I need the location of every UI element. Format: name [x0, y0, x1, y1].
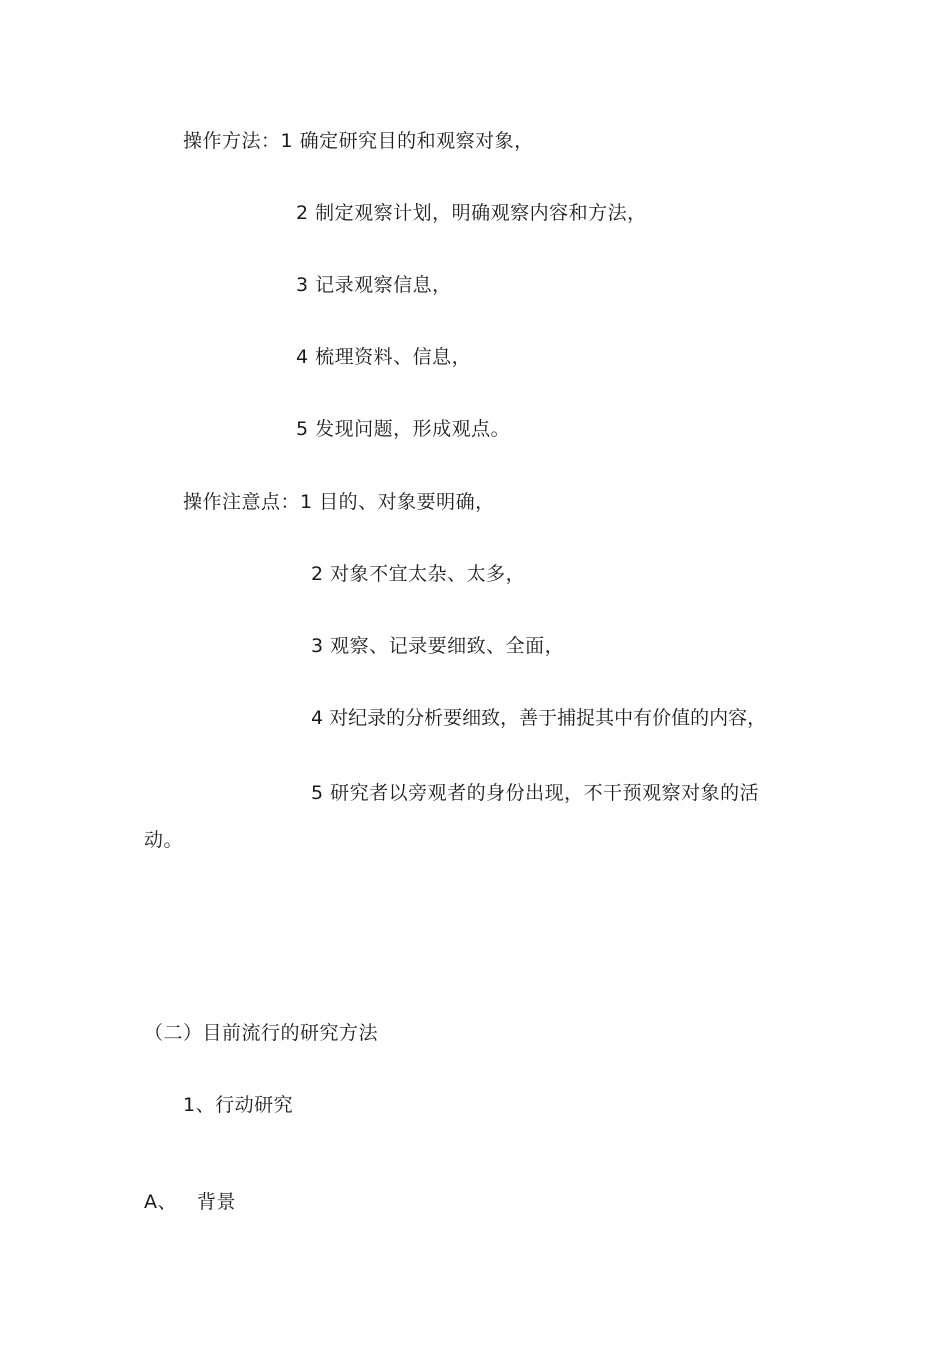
- section-title: [144, 1024, 378, 1043]
- method-item-2-text: 制定观察计划，明确观察内容和方法，: [315, 202, 647, 224]
- notes-item-5-continuation: 动。: [144, 829, 184, 851]
- section-subtitle-text: 、行动研究: [195, 1094, 294, 1116]
- heading-text: 背景: [197, 1191, 237, 1213]
- notes-line-1: [183, 493, 495, 512]
- method-item-3-text: 记录观察信息，: [315, 274, 452, 296]
- method-item-1-text: 确定研究目的和观察对象，: [299, 130, 534, 152]
- method-line-5: [296, 420, 510, 439]
- notes-line-4: [311, 709, 766, 728]
- notes-item-2-text: 对象不宜太杂、太多，: [330, 563, 526, 585]
- notes-line-5-continuation: [144, 831, 183, 850]
- notes-label: 操作注意点：: [183, 491, 301, 513]
- section-subtitle: [183, 1096, 293, 1115]
- method-item-2-num: 2: [296, 202, 309, 224]
- section-subtitle-num: 1: [183, 1094, 196, 1116]
- notes-item-5-num: 5: [311, 782, 324, 804]
- heading-separator: 、: [157, 1191, 178, 1213]
- notes-item-1-num: 1: [300, 491, 313, 513]
- notes-item-5-text: 研究者以旁观者的身份出现，不干预观察对象的活: [330, 782, 760, 804]
- method-line-3: [296, 276, 452, 295]
- method-item-3-num: 3: [296, 274, 309, 296]
- notes-item-4-num: 4: [311, 707, 324, 729]
- notes-line-3: [311, 637, 564, 656]
- notes-item-3-text: 观察、记录要细致、全面，: [330, 635, 565, 657]
- notes-item-2-num: 2: [311, 563, 324, 585]
- method-item-5-num: 5: [296, 418, 309, 440]
- method-item-5-text: 发现问题，形成观点。: [315, 418, 511, 440]
- notes-item-1-text: 目的、对象要明确，: [319, 491, 495, 513]
- method-item-4-text: 梳理资料、信息，: [315, 346, 472, 368]
- method-label: 操作方法：: [183, 130, 281, 152]
- heading-letter: A: [144, 1191, 158, 1213]
- notes-line-2: [311, 565, 525, 584]
- method-line-4: [296, 348, 471, 367]
- notes-line-5: [311, 784, 759, 803]
- method-item-4-num: 4: [296, 346, 309, 368]
- section-heading-a: [144, 1193, 236, 1212]
- notes-item-4-text: 对纪录的分析要细致，善于捕捉其中有价值的内容，: [329, 707, 767, 729]
- section-title-text: （二）目前流行的研究方法: [144, 1022, 379, 1044]
- notes-item-3-num: 3: [311, 635, 324, 657]
- method-line-2: [296, 204, 647, 223]
- method-item-1-num: 1: [280, 130, 294, 152]
- method-line-1: [183, 132, 534, 151]
